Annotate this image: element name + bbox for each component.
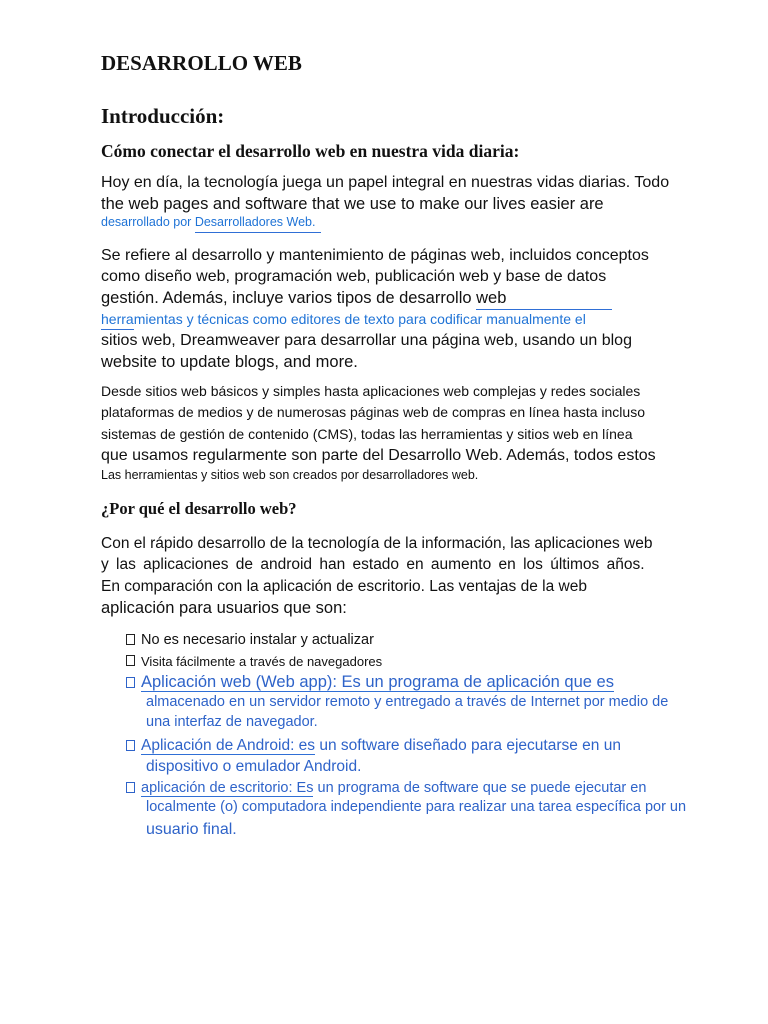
bullet-box-icon (126, 655, 135, 666)
web-app-definition-link[interactable]: Aplicación web (Web app): Es un programa de aplicación que es (141, 673, 614, 691)
intro-heading: Introducción: (101, 104, 225, 128)
bullet-4-line-1-text: un software diseñado para ejecutarse en un (315, 737, 621, 754)
bullet-box-icon (126, 677, 135, 688)
bullet-3-line-2: almacenado en un servidor remoto y entregado a través de Internet por medio de (146, 694, 669, 710)
paragraph-3-line-3: sistemas de gestión de contenido (CMS), todas las herramientas y sitios web en línea (101, 426, 633, 442)
why-heading: ¿Por qué el desarrollo web? (101, 499, 297, 518)
paragraph-2-line-4-text: mientas y técnicas como editores de texto para codificar manualmente el (133, 311, 586, 327)
bullet-box-icon (126, 740, 135, 751)
paragraph-1-line-2: the web pages and software that we use to make our lives easier are (101, 195, 604, 213)
desktop-app-definition-link[interactable]: aplicación de escritorio: Es (141, 780, 314, 796)
paragraph-1-line-3-text: desarrollado por (101, 215, 195, 229)
bullet-4-line-1 (141, 737, 621, 755)
web-developers-link[interactable]: Desarrolladores Web. (195, 215, 322, 233)
paragraph-2-line-3 (101, 289, 612, 310)
bullet-5-line-1 (141, 780, 646, 796)
bullet-box-icon (126, 634, 135, 645)
bullet-1-text: No es necesario instalar y actualizar (141, 632, 374, 648)
bullet-5-line-1-text: un programa de software que se puede ejecutar en (313, 780, 647, 796)
paragraph-2-line-6: website to update blogs, and more. (101, 353, 358, 371)
intro-subheading: Cómo conectar el desarrollo web en nuestra vida diaria: (101, 141, 520, 161)
paragraph-1-line-1: Hoy en día, la tecnología juega un papel integral en nuestras vidas diarias. Todo (101, 174, 670, 191)
paragraph-2-line-5: sitios web, Dreamweaver para desarrollar una página web, usando un blog (101, 332, 632, 349)
paragraph-3-line-4: que usamos regularmente son parte del Desarrollo Web. Además, todos estos (101, 447, 656, 464)
paragraph-2-line-1: Se refiere al desarrollo y mantenimiento de páginas web, incluidos conceptos (101, 247, 649, 264)
paragraph-4-line-3: En comparación con la aplicación de escritorio. Las ventajas de la web (101, 578, 587, 595)
paragraph-3-line-5: Las herramientas y sitios web son creados por desarrolladores web. (101, 468, 479, 482)
paragraph-4-line-1: Con el rápido desarrollo de la tecnología de la información, las aplicaciones web (101, 535, 653, 552)
bullet-4-line-2: dispositivo o emulador Android. (146, 758, 362, 775)
bullet-box-icon (126, 782, 135, 793)
bullet-2-text: Visita fácilmente a través de navegadores (141, 654, 383, 669)
android-app-definition-link[interactable]: Aplicación de Android: es (141, 737, 316, 754)
paragraph-2-line-3-text: gestión. Además, incluye varios tipos de desarrollo (101, 289, 477, 307)
document-title: DESARROLLO WEB (101, 51, 302, 75)
bullet-3-line-1[interactable] (141, 673, 614, 692)
paragraph-2-line-2: como diseño web, programación web, publicación web y base de datos (101, 268, 607, 285)
web-tools-link-start[interactable]: web (476, 289, 612, 310)
bullet-3-line-3: una interfaz de navegador. (146, 714, 318, 730)
paragraph-4-line-4: aplicación para usuarios que son: (101, 599, 347, 617)
paragraph-4-line-2: y las aplicaciones de android han estado en aumento en los últimos años. (101, 556, 645, 573)
paragraph-3-line-1: Desde sitios web básicos y simples hasta aplicaciones web complejas y redes sociales (101, 383, 641, 399)
bullet-5-line-3: usuario final. (146, 821, 237, 838)
paragraph-1-line-3 (101, 215, 321, 229)
bullet-5-line-2: localmente (o) computadora independiente para realizar una tarea específica por un (146, 799, 687, 815)
paragraph-3-line-2: plataformas de medios y de numerosas páginas web de compras en línea hasta incluso (101, 404, 645, 420)
web-tools-link-end[interactable]: herra (101, 311, 134, 330)
paragraph-2-line-4 (101, 311, 586, 327)
